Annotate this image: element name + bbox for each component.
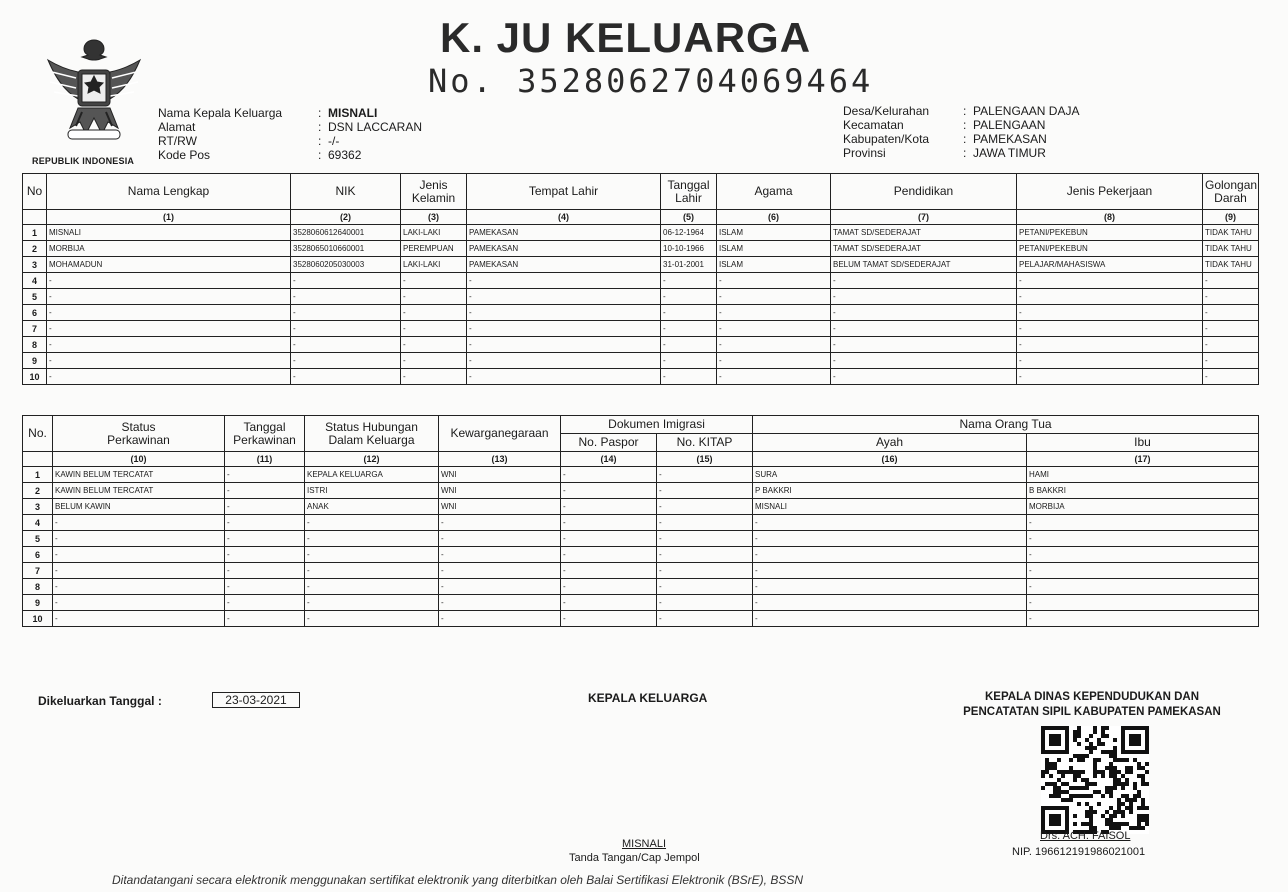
table-cell: - <box>291 369 401 385</box>
row-number: 9 <box>23 353 47 369</box>
table-cell: - <box>1017 369 1203 385</box>
header-birthplace: Tempat Lahir <box>467 174 661 210</box>
table-cell: - <box>47 369 291 385</box>
table-cell: ISLAM <box>717 241 831 257</box>
table-cell: - <box>467 369 661 385</box>
table-cell: - <box>1027 515 1259 531</box>
row-number: 5 <box>23 531 53 547</box>
table-cell: - <box>225 595 305 611</box>
table-cell: - <box>831 321 1017 337</box>
row-number: 3 <box>23 499 53 515</box>
table-cell: - <box>657 547 753 563</box>
table-cell: - <box>753 563 1027 579</box>
table-cell: - <box>225 547 305 563</box>
table-cell: KAWIN BELUM TERCATAT <box>53 483 225 499</box>
table-cell: - <box>717 289 831 305</box>
table-cell: - <box>657 611 753 627</box>
table-cell: P BAKKRI <box>753 483 1027 499</box>
district-value: PALENGAAN <box>973 118 1046 132</box>
table-cell: - <box>47 353 291 369</box>
table-cell: ISLAM <box>717 257 831 273</box>
table-cell: - <box>47 305 291 321</box>
header-no: No. <box>23 416 53 452</box>
member-row <box>23 305 1259 321</box>
table-cell: MORBIJA <box>1027 499 1259 515</box>
table-cell: - <box>401 321 467 337</box>
table-cell: 3528060205030003 <box>291 257 401 273</box>
table-cell: - <box>439 563 561 579</box>
table-cell: KAWIN BELUM TERCATAT <box>53 467 225 483</box>
table-cell: - <box>753 515 1027 531</box>
table-cell: - <box>401 305 467 321</box>
rt-rw-label: RT/RW <box>158 134 197 148</box>
table-cell: - <box>1017 337 1203 353</box>
table-cell: WNI <box>439 499 561 515</box>
table-cell: - <box>1027 563 1259 579</box>
family-members-table <box>22 173 1259 385</box>
header-gender: Jenis Kelamin <box>401 174 467 210</box>
issued-date-label: Dikeluarkan Tanggal : <box>38 694 162 708</box>
row-number: 2 <box>23 241 47 257</box>
address-label: Alamat <box>158 120 196 134</box>
table-cell: PETANI/PEKEBUN <box>1017 241 1203 257</box>
header-parents: Nama Orang Tua <box>753 416 1259 434</box>
table-cell: - <box>467 353 661 369</box>
table-cell: - <box>467 337 661 353</box>
table-cell: - <box>305 563 439 579</box>
table-cell: - <box>467 321 661 337</box>
member-row <box>23 353 1259 369</box>
table-cell: - <box>657 499 753 515</box>
table-cell: - <box>1203 305 1259 321</box>
status-row <box>23 531 1259 547</box>
table-cell: - <box>467 273 661 289</box>
table-cell: - <box>401 369 467 385</box>
row-number: 4 <box>23 273 47 289</box>
table-cell: - <box>291 273 401 289</box>
emblem-caption: REPUBLIK INDONESIA <box>32 156 135 166</box>
table-cell: - <box>439 531 561 547</box>
table-cell: - <box>661 305 717 321</box>
province-value: JAWA TIMUR <box>973 146 1046 160</box>
header-blood-type: Golongan Darah <box>1203 174 1259 210</box>
table-cell: PAMEKASAN <box>467 225 661 241</box>
header-no: No <box>23 174 47 210</box>
table-cell: - <box>291 289 401 305</box>
table-cell: - <box>401 337 467 353</box>
table-cell: TAMAT SD/SEDERAJAT <box>831 225 1017 241</box>
table-cell: - <box>831 353 1017 369</box>
table-cell: - <box>439 515 561 531</box>
row-number: 10 <box>23 611 53 627</box>
table-cell: PETANI/PEKEBUN <box>1017 225 1203 241</box>
table-cell: - <box>401 273 467 289</box>
table-cell: MORBIJA <box>47 241 291 257</box>
row-number: 1 <box>23 225 47 241</box>
table-cell: TIDAK TAHU <box>1203 241 1259 257</box>
table-cell: - <box>439 595 561 611</box>
status-row <box>23 611 1259 627</box>
garuda-emblem-icon <box>38 32 150 152</box>
table-cell: 06-12-1964 <box>661 225 717 241</box>
table-cell: PAMEKASAN <box>467 241 661 257</box>
status-row <box>23 563 1259 579</box>
family-head-signature-label: KEPALA KELUARGA <box>588 691 708 705</box>
status-row <box>23 595 1259 611</box>
table-cell: - <box>1203 273 1259 289</box>
table-cell: - <box>657 515 753 531</box>
table-cell: - <box>305 531 439 547</box>
table-cell: WNI <box>439 467 561 483</box>
official-nip: NIP. 196612191986021001 <box>1012 846 1146 858</box>
header-nik: NIK <box>291 174 401 210</box>
table-cell: - <box>717 369 831 385</box>
member-row <box>23 241 1259 257</box>
table-cell: - <box>47 337 291 353</box>
header-education: Pendidikan <box>831 174 1017 210</box>
row-number: 7 <box>23 321 47 337</box>
regency-label: Kabupaten/Kota <box>843 132 930 146</box>
table-cell: - <box>1017 305 1203 321</box>
table-cell: - <box>53 611 225 627</box>
row-number: 7 <box>23 563 53 579</box>
table-cell: PEREMPUAN <box>401 241 467 257</box>
table-cell: - <box>1203 321 1259 337</box>
table-cell: 31-01-2001 <box>661 257 717 273</box>
header-religion: Agama <box>717 174 831 210</box>
official-title: KEPALA DINAS KEPENDUDUKAN DAN PENCATATAN SIPIL KABUPATEN PAMEKASAN <box>963 691 1221 718</box>
status-row <box>23 515 1259 531</box>
table-cell: - <box>831 337 1017 353</box>
table-cell: - <box>561 467 657 483</box>
table-cell: - <box>1027 579 1259 595</box>
table-cell: - <box>831 289 1017 305</box>
village-value: PALENGAAN DAJA <box>973 104 1080 118</box>
table-cell: BELUM KAWIN <box>53 499 225 515</box>
table-cell: 3528060612640001 <box>291 225 401 241</box>
table-cell: 10-10-1966 <box>661 241 717 257</box>
table-cell: - <box>305 547 439 563</box>
header-marriage-date: Tanggal Perkawinan <box>225 416 305 452</box>
header-full-name: Nama Lengkap <box>47 174 291 210</box>
status-row <box>23 483 1259 499</box>
member-row <box>23 225 1259 241</box>
status-row <box>23 579 1259 595</box>
region-info: Desa/Kelurahan : PALENGAAN DAJA Kecamatan : PALENGAAN Kabupaten/Kota : PAMEKASAN Provinsi : JAWA TIMUR <box>843 104 1080 160</box>
table-cell: - <box>561 579 657 595</box>
table-cell: - <box>1017 289 1203 305</box>
table-cell: - <box>1203 369 1259 385</box>
head-name-label: Nama Kepala Keluarga <box>158 106 283 120</box>
table-cell: SURA <box>753 467 1027 483</box>
table-cell: - <box>657 483 753 499</box>
village-label: Desa/Kelurahan <box>843 104 930 118</box>
table-cell: PAMEKASAN <box>467 257 661 273</box>
table-cell: WNI <box>439 483 561 499</box>
table-cell: - <box>753 547 1027 563</box>
table-cell: - <box>717 273 831 289</box>
table-cell: - <box>225 531 305 547</box>
district-label: Kecamatan <box>843 118 904 132</box>
regency-value: PAMEKASAN <box>973 132 1047 146</box>
table-cell: - <box>53 563 225 579</box>
table-cell: - <box>291 305 401 321</box>
status-row <box>23 499 1259 515</box>
table-cell: MISNALI <box>47 225 291 241</box>
table-cell: - <box>831 273 1017 289</box>
table-cell: - <box>657 579 753 595</box>
table-cell: - <box>439 579 561 595</box>
postal-code-value: 69362 <box>328 148 362 162</box>
table-cell: - <box>717 353 831 369</box>
table-cell: - <box>753 611 1027 627</box>
table-cell: - <box>1017 353 1203 369</box>
table-cell: ISTRI <box>305 483 439 499</box>
table-cell: - <box>225 563 305 579</box>
table-cell: - <box>753 531 1027 547</box>
table-cell: - <box>753 579 1027 595</box>
table-cell: - <box>661 321 717 337</box>
qr-code-icon <box>1041 726 1149 834</box>
member-row <box>23 337 1259 353</box>
table-cell: - <box>225 611 305 627</box>
table-cell: - <box>225 483 305 499</box>
table-cell: - <box>225 579 305 595</box>
table-cell: MOHAMADUN <box>47 257 291 273</box>
member-row <box>23 257 1259 273</box>
header-immigration-docs: Dokumen Imigrasi <box>561 416 753 434</box>
table-cell: - <box>1027 595 1259 611</box>
table-cell: - <box>53 547 225 563</box>
table-cell: - <box>401 353 467 369</box>
document-title: K. JU KELUARGA <box>440 14 812 61</box>
table-cell: - <box>291 321 401 337</box>
row-number: 8 <box>23 337 47 353</box>
header-kitap: No. KITAP <box>657 434 753 452</box>
row-number: 9 <box>23 595 53 611</box>
table-cell: - <box>661 353 717 369</box>
table-cell: - <box>47 273 291 289</box>
table-cell: PELAJAR/MAHASISWA <box>1017 257 1203 273</box>
table-cell: - <box>305 595 439 611</box>
postal-code-label: Kode Pos <box>158 148 211 162</box>
status-row <box>23 547 1259 563</box>
table-cell: - <box>53 531 225 547</box>
table-cell: - <box>717 337 831 353</box>
table-cell: - <box>753 595 1027 611</box>
table-cell: - <box>305 611 439 627</box>
table-cell: - <box>401 289 467 305</box>
table-cell: - <box>47 289 291 305</box>
electronic-signature-note: Ditandatangani secara elektronik menggunakan sertifikat elektronik yang diterbitkan oleh Balai Sertifikasi Elektronik (BSrE), BSSN <box>112 873 804 887</box>
table-cell: - <box>291 353 401 369</box>
family-head-name: MISNALI <box>622 838 667 850</box>
table-cell: BELUM TAMAT SD/SEDERAJAT <box>831 257 1017 273</box>
household-info: Nama Kepala Keluarga : MISNALI Alamat : DSN LACCARAN RT/RW : -/- Kode Pos : 69362 <box>158 106 423 162</box>
column-numbers-row: (1) (2) (3) (4) (5) (6) (7) (8) (9) <box>23 210 1259 225</box>
header-mother: Ibu <box>1027 434 1259 452</box>
table-cell: - <box>53 595 225 611</box>
official-name: Drs. ACH. FAISOL <box>1040 830 1131 842</box>
status-row <box>23 467 1259 483</box>
table-cell: ANAK <box>305 499 439 515</box>
member-row <box>23 289 1259 305</box>
table-cell: - <box>561 563 657 579</box>
table-cell: HAMI <box>1027 467 1259 483</box>
table-cell: - <box>561 483 657 499</box>
member-row <box>23 321 1259 337</box>
table-cell: - <box>1203 337 1259 353</box>
table-cell: - <box>305 579 439 595</box>
table-cell: - <box>1203 353 1259 369</box>
member-row <box>23 273 1259 289</box>
header-occupation: Jenis Pekerjaan <box>1017 174 1203 210</box>
header-passport: No. Paspor <box>561 434 657 452</box>
header-birthdate: Tanggal Lahir <box>661 174 717 210</box>
table-cell: - <box>717 305 831 321</box>
table-cell: - <box>661 337 717 353</box>
table-cell: - <box>831 369 1017 385</box>
province-label: Provinsi <box>843 146 886 160</box>
row-number: 2 <box>23 483 53 499</box>
header-father: Ayah <box>753 434 1027 452</box>
table-cell: MISNALI <box>753 499 1027 515</box>
column-numbers-row: (10) (11) (12) (13) (14) (15) (16) (17) <box>23 452 1259 467</box>
table-cell: - <box>47 321 291 337</box>
table-cell: B BAKKRI <box>1027 483 1259 499</box>
table-cell: - <box>661 369 717 385</box>
row-number: 6 <box>23 547 53 563</box>
table-cell: - <box>291 337 401 353</box>
table-cell: - <box>467 305 661 321</box>
table-cell: - <box>1027 611 1259 627</box>
table-cell: - <box>657 467 753 483</box>
table-cell: - <box>1027 547 1259 563</box>
table-cell: - <box>661 289 717 305</box>
issued-date-value: 23-03-2021 <box>212 692 300 708</box>
row-number: 1 <box>23 467 53 483</box>
row-number: 10 <box>23 369 47 385</box>
table-cell: - <box>1203 289 1259 305</box>
table-cell: - <box>439 611 561 627</box>
table-cell: - <box>561 499 657 515</box>
table-cell: - <box>439 547 561 563</box>
rt-rw-value: -/- <box>328 134 340 148</box>
header-marital-status: Status Perkawinan <box>53 416 225 452</box>
table-cell: - <box>717 321 831 337</box>
table-cell: - <box>225 499 305 515</box>
signature-caption: Tanda Tangan/Cap Jempol <box>569 852 700 864</box>
table-cell: - <box>53 579 225 595</box>
table-cell: - <box>561 595 657 611</box>
table-cell: 3528065010660001 <box>291 241 401 257</box>
table-cell: - <box>1017 273 1203 289</box>
table-cell: LAKI-LAKI <box>401 257 467 273</box>
row-number: 8 <box>23 579 53 595</box>
table-cell: - <box>561 547 657 563</box>
table-cell: - <box>661 273 717 289</box>
row-number: 5 <box>23 289 47 305</box>
head-name-value: MISNALI <box>328 106 378 120</box>
row-number: 3 <box>23 257 47 273</box>
table-cell: - <box>225 467 305 483</box>
table-cell: KEPALA KELUARGA <box>305 467 439 483</box>
header-citizenship: Kewarganegaraan <box>439 416 561 452</box>
family-status-table <box>22 415 1259 627</box>
table-cell: - <box>561 611 657 627</box>
row-number: 6 <box>23 305 47 321</box>
address-value: DSN LACCARAN <box>328 120 423 134</box>
table-cell: TIDAK TAHU <box>1203 225 1259 241</box>
row-number: 4 <box>23 515 53 531</box>
table-cell: - <box>1017 321 1203 337</box>
table-cell: LAKI-LAKI <box>401 225 467 241</box>
table-cell: - <box>657 531 753 547</box>
table-cell: - <box>53 515 225 531</box>
document-number: No. 3528062704069464 <box>428 62 874 100</box>
table-cell: - <box>1027 531 1259 547</box>
table-cell: - <box>561 515 657 531</box>
table-cell: TAMAT SD/SEDERAJAT <box>831 241 1017 257</box>
table-cell: - <box>831 305 1017 321</box>
header-relationship: Status Hubungan Dalam Keluarga <box>305 416 439 452</box>
table-cell: - <box>305 515 439 531</box>
table-cell: TIDAK TAHU <box>1203 257 1259 273</box>
table-cell: - <box>657 595 753 611</box>
table-cell: - <box>657 563 753 579</box>
table-cell: - <box>225 515 305 531</box>
table-cell: - <box>467 289 661 305</box>
member-row <box>23 369 1259 385</box>
table-cell: ISLAM <box>717 225 831 241</box>
table-cell: - <box>561 531 657 547</box>
